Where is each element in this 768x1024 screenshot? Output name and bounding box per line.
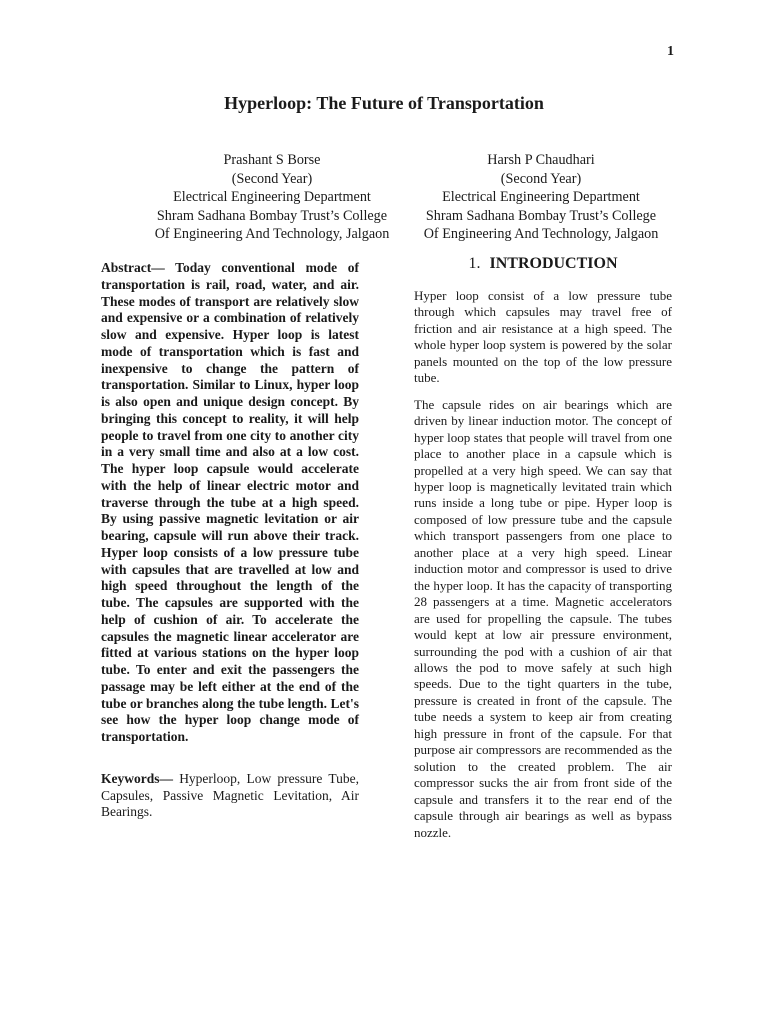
author-college-location: Of Engineering And Technology, Jalgaon [423,226,659,243]
section-number: 1. [468,255,481,272]
author-department: Electrical Engineering Department [442,189,640,206]
abstract: Abstract— Today conventional mode of transportation is rail, road, water, and air. These modes of transport are relatively slow and expensive or a combination of relatively slow and expensive. Hyper loop is latest mode of transportation which is fast and inexpensive to change the pattern of transportation. Similar to Linux, hyper loop is also open and unique design concept. By bringing this concept to reality, it will help people to travel from one city to another city in a very small time and also at a low cost. The hyper loop capsule would accelerate with the help of linear electric motor and traverse through the tube at a high speed. By using passive magnetic levitation or air bearing, capsule will run above their track. Hyper loop consists of a low pressure tube with capsules that are travelled at low and high speed throughout the length of the tube. The capsules are supported with the help of cushion of air. To accelerate the capsules the magnetic linear accelerator are fitted at various stations on the hyper loop tube. To enter and exit the passengers the passage may be left either at the end of the tube or branches along the tube length. Let's see how the hyper loop change mode of transportation. [101,260,359,744]
author-name: Harsh P Chaudhari [487,152,595,168]
keywords [101,771,359,821]
author-college-location: Of Engineering And Technology, Jalgaon [154,226,390,243]
author-block-2 [400,151,682,244]
intro-paragraph-1: Hyper loop consist of a low pressure tube through which capsules may travel free of friction and air resistance at a high speed. The whole hyper loop system is powered by the solar panels mounted on the top of the low pressure tube. [414,288,672,386]
author-department: Electrical Engineering Department [173,189,371,206]
author-name: Prashant S Borse [223,152,321,168]
section-heading-introduction [414,254,672,274]
section-title: INTRODUCTION [489,255,618,272]
right-column [414,254,672,851]
keywords-text: Hyperloop, Low pressure Tube, Capsules, Passive Magnetic Levitation, Air Bearings. [101,770,359,820]
author-block-1 [112,151,432,244]
author-college: Shram Sadhana Bombay Trust’s College [425,207,657,224]
author-college: Shram Sadhana Bombay Trust’s College [156,207,388,224]
page-number: 1 [667,44,674,59]
author-year: (Second Year) [231,170,313,187]
paper-title: Hyperloop: The Future of Transportation [224,93,544,113]
keywords-label: Keywords— [101,770,173,786]
author-year: (Second Year) [500,170,582,187]
left-column [101,260,359,821]
intro-paragraph-2: The capsule rides on air bearings which are driven by linear induction motor. The concept of hyper loop states that people will travel from one place to another place in a capsule which is propelled at a very high speed. We can say that hyper loop is magnetically levitated train which runs inside a long tube or pipe. Hyper loop is composed of low pressure tube and the capsule which transport passengers from one place to another place at a very high speed. Linear induction motor and compressor is used to drive the hyper loop. It has the capacity of transporting 28 passengers at a time. Magnetic accelerators are used for propelling the capsule. The tubes would kept at low air pressure environment, surrounding the pod with a cushion of air that allows the pod to move safely at such high speeds. Due to the tight quarters in the tube, pressure is created in front of the capsule. The tube needs a system to keep air from creating high pressure in front of the capsule. For that purpose air compressors are recommended as the solution to the created problem. The air compressor sucks the air from front side of the capsule and transfers it to the rear end of the capsule through air bearings as well as bypass nozzle. [414,396,672,840]
